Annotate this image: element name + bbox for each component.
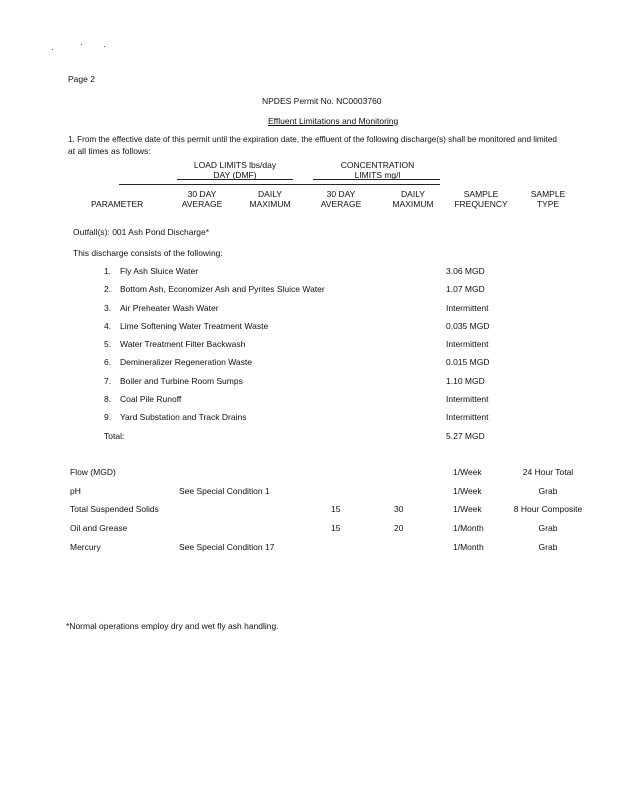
stream-name: Yard Substation and Track Drains bbox=[120, 412, 247, 422]
col-30day-avg-conc-2: AVERAGE bbox=[320, 199, 362, 209]
param-note: See Special Condition 1 bbox=[179, 486, 270, 496]
total-label: Total: bbox=[104, 431, 125, 441]
param-name: Mercury bbox=[70, 542, 101, 552]
stream-number: 5. bbox=[104, 339, 112, 349]
consists-text: This discharge consists of the following: bbox=[73, 248, 223, 258]
stream-flow: 0.035 MGD bbox=[446, 321, 490, 331]
scan-speck bbox=[104, 46, 105, 47]
param-name: Flow (MGD) bbox=[70, 467, 116, 477]
col-sample-frequency: SAMPLE bbox=[463, 189, 499, 199]
section-title: Effluent Limitations and Monitoring bbox=[268, 116, 399, 126]
stream-name: Lime Softening Water Treatment Waste bbox=[120, 321, 269, 331]
col-sample-type-2: TYPE bbox=[536, 199, 560, 209]
param-sample-type: 8 Hour Composite bbox=[513, 504, 583, 514]
load-limits-heading: LOAD LIMITS lbs/day bbox=[193, 160, 277, 170]
load-limits-subheading: DAY (DMF) bbox=[213, 170, 257, 180]
param-sample-type: Grab bbox=[538, 542, 558, 552]
stream-number: 4. bbox=[104, 321, 112, 331]
page-label: Page 2 bbox=[68, 74, 95, 84]
stream-name: Water Treatment Filter Backwash bbox=[120, 339, 246, 349]
param-frequency: 1/Week bbox=[453, 467, 482, 477]
scan-speck bbox=[81, 44, 82, 45]
stream-flow: 1.10 MGD bbox=[446, 376, 485, 386]
param-name: Oil and Grease bbox=[70, 523, 128, 533]
stream-flow: 0.015 MGD bbox=[446, 357, 490, 367]
permit-number: NPDES Permit No. NC0003760 bbox=[262, 96, 382, 106]
stream-number: 3. bbox=[104, 303, 112, 313]
col-daily-max-conc-2: MAXIMUM bbox=[392, 199, 434, 209]
param-max: 20 bbox=[394, 523, 404, 533]
scan-speck bbox=[52, 49, 53, 50]
col-parameter: PARAMETER bbox=[91, 199, 144, 209]
intro-line-1: 1. From the effective date of this permit until the expiration date, the effluent of the following discharge(s) shall be monitored and limited bbox=[68, 135, 557, 144]
stream-name: Air Preheater Wash Water bbox=[120, 303, 219, 313]
stream-name: Demineralizer Regeneration Waste bbox=[120, 357, 252, 367]
col-30day-avg-load-2: AVERAGE bbox=[181, 199, 223, 209]
param-sample-type: Grab bbox=[538, 523, 558, 533]
col-sample-type: SAMPLE bbox=[530, 189, 566, 199]
param-max: 30 bbox=[394, 504, 404, 514]
col-30day-avg-load: 30 DAY bbox=[187, 189, 217, 199]
stream-number: 6. bbox=[104, 357, 112, 367]
stream-number: 9. bbox=[104, 412, 112, 422]
param-frequency: 1/Week bbox=[453, 486, 482, 496]
header-top-rule bbox=[119, 184, 440, 185]
col-daily-max-conc: DAILY bbox=[401, 189, 425, 199]
concentration-heading: CONCENTRATION bbox=[340, 160, 415, 170]
stream-name: Boiler and Turbine Room Sumps bbox=[120, 376, 243, 386]
intro-line-2: at all times as follows: bbox=[68, 146, 151, 156]
stream-flow: Intermittent bbox=[446, 339, 489, 349]
load-limits-rule bbox=[177, 179, 293, 180]
stream-flow: 3.06 MGD bbox=[446, 266, 485, 276]
stream-number: 8. bbox=[104, 394, 112, 404]
param-frequency: 1/Week bbox=[453, 504, 482, 514]
stream-name: Coal Pile Runoff bbox=[120, 394, 182, 404]
concentration-rule bbox=[313, 179, 440, 180]
stream-flow: 1.07 MGD bbox=[446, 284, 485, 294]
param-frequency: 1/Month bbox=[453, 523, 484, 533]
stream-name: Fly Ash Sluice Water bbox=[120, 266, 199, 276]
stream-number: 1. bbox=[104, 266, 112, 276]
param-note: See Special Condition 17 bbox=[179, 542, 275, 552]
param-avg: 15 bbox=[331, 523, 341, 533]
param-name: Total Suspended Solids bbox=[70, 504, 159, 514]
stream-number: 2. bbox=[104, 284, 112, 294]
stream-flow: Intermittent bbox=[446, 412, 489, 422]
param-frequency: 1/Month bbox=[453, 542, 484, 552]
outfall-label: Outfall(s): 001 Ash Pond Discharge* bbox=[73, 227, 210, 237]
concentration-subheading: LIMITS mg/l bbox=[354, 170, 401, 180]
param-name: pH bbox=[70, 486, 81, 496]
footnote: *Normal operations employ dry and wet fly ash handling. bbox=[66, 621, 279, 631]
param-avg: 15 bbox=[331, 504, 341, 514]
total-flow: 5.27 MGD bbox=[446, 431, 485, 441]
stream-flow: Intermittent bbox=[446, 394, 489, 404]
stream-number: 7. bbox=[104, 376, 112, 386]
col-daily-max-load: DAILY bbox=[258, 189, 282, 199]
col-30day-avg-conc: 30 DAY bbox=[326, 189, 356, 199]
param-sample-type: Grab bbox=[538, 486, 558, 496]
stream-flow: Intermittent bbox=[446, 303, 489, 313]
stream-name: Bottom Ash, Economizer Ash and Pyrites Sluice Water bbox=[120, 284, 325, 294]
col-daily-max-load-2: MAXIMUM bbox=[249, 199, 291, 209]
col-sample-frequency-2: FREQUENCY bbox=[454, 199, 508, 209]
param-sample-type: 24 Hour Total bbox=[522, 467, 574, 477]
